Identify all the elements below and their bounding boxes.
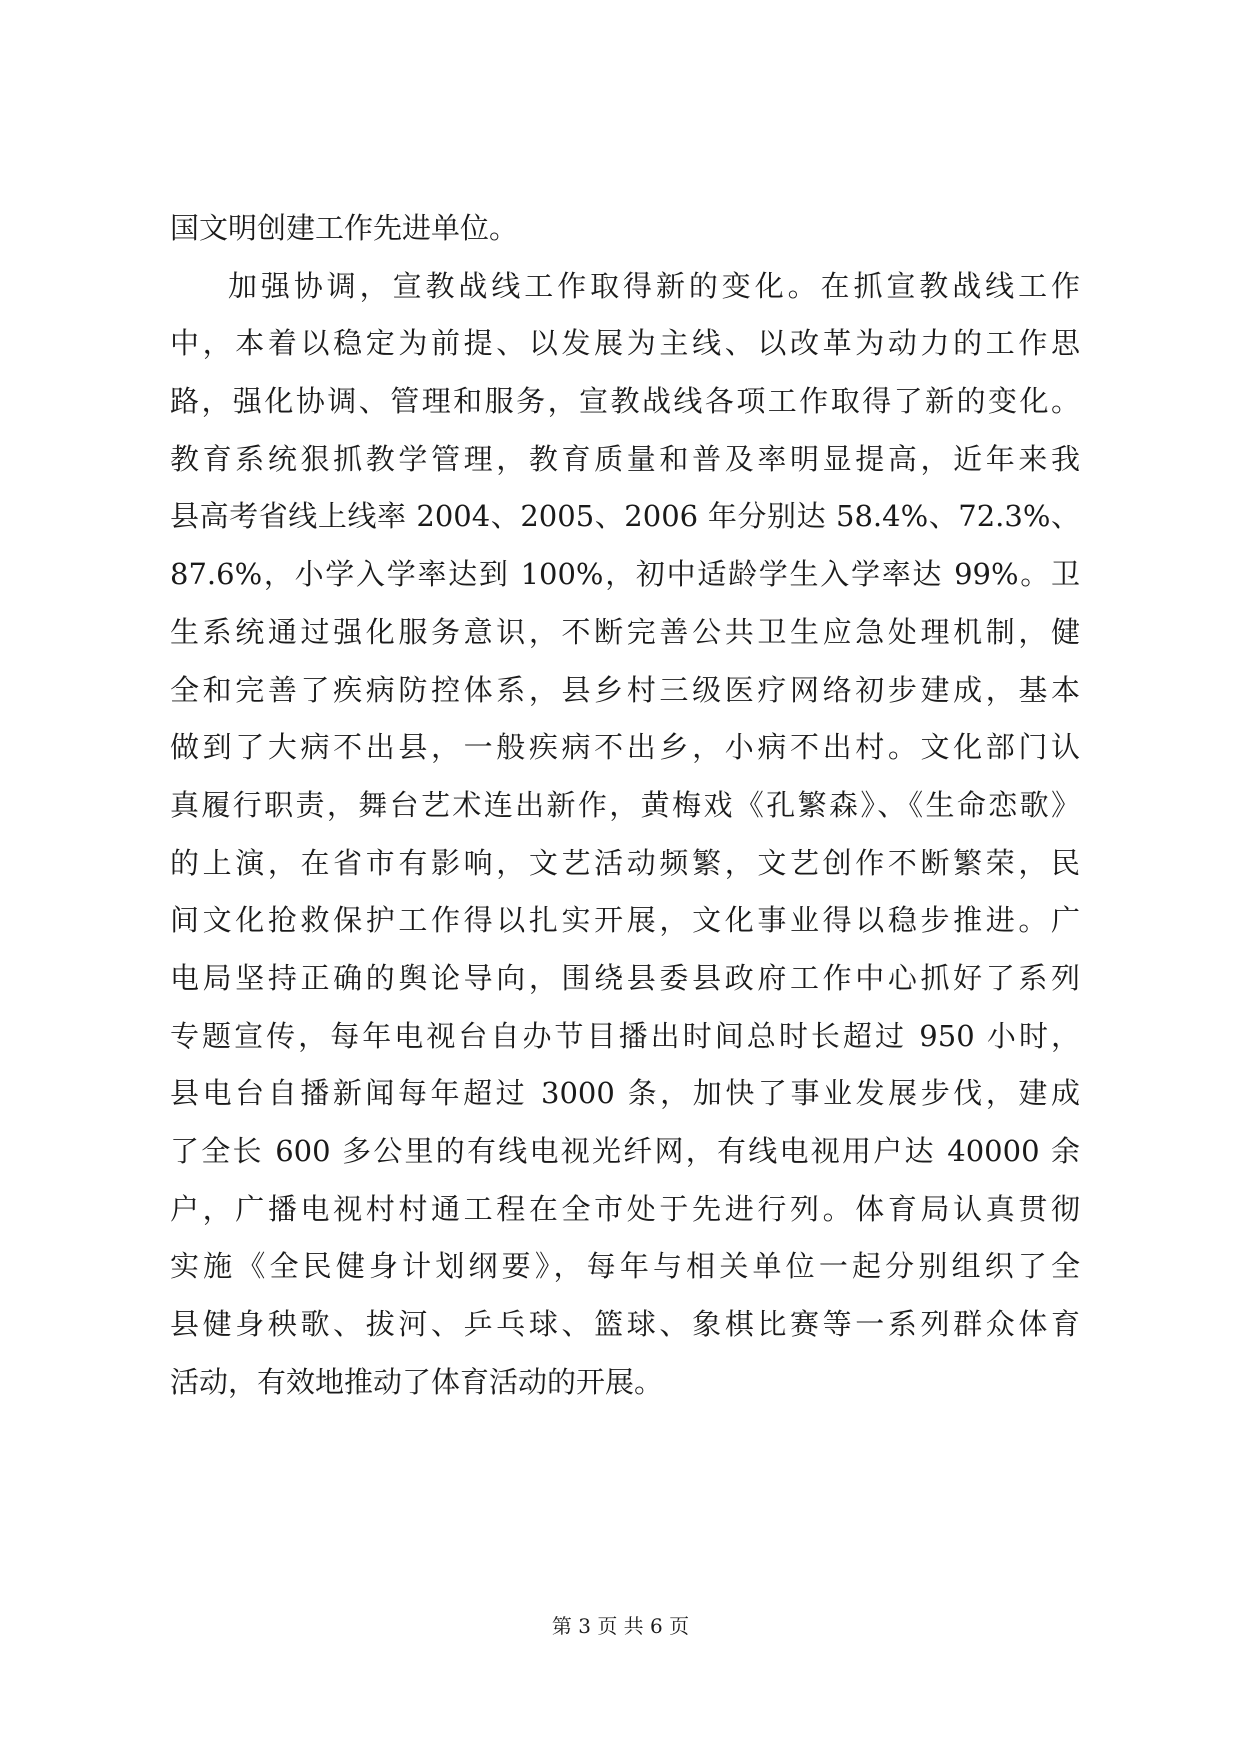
- text-line: 了全长 600 多公里的有线电视光纤网，有线电视用户达 40000 余: [170, 1134, 1080, 1168]
- text-line: 县高考省线上线率 2004、2005、2006 年分别达 58.4%、72.3%、: [170, 499, 1080, 534]
- text-line: 87.6%，小学入学率达到 100%，初中适龄学生入学率达 99%。卫: [170, 557, 1080, 592]
- text-line: 县电台自播新闻每年超过 3000 条，加快了事业发展步伐，建成: [170, 1076, 1080, 1111]
- body-text: [170, 200, 1080, 1411]
- text-line: 县健身秧歌、拔河、乒乓球、篮球、象棋比赛等一系列群众体育: [170, 1307, 1080, 1342]
- text-line: 的上演，在省市有影响，文艺活动频繁，文艺创作不断繁荣，民: [170, 845, 1080, 880]
- text-line: 教育系统狠抓教学管理，教育质量和普及率明显提高，近年来我: [170, 441, 1080, 476]
- text-line: 实施《全民健身计划纲要》，每年与相关单位一起分别组织了全: [170, 1249, 1080, 1284]
- text-line: 专题宣传，每年电视台自办节目播出时间总时长超过 950 小时，: [170, 1018, 1080, 1053]
- text-line: 活动，有效地推动了体育活动的开展。: [170, 1364, 664, 1399]
- text-line: 户，广播电视村村通工程在全市处于先进行列。体育局认真贯彻: [170, 1191, 1080, 1226]
- page-footer: [0, 1610, 1241, 1639]
- text-line: 国文明创建工作先进单位。: [170, 211, 519, 245]
- text-line: 电局坚持正确的舆论导向，围绕县委县政府工作中心抓好了系列: [170, 960, 1080, 995]
- text-line: 真履行职责，舞台艺术连出新作，黄梅戏《孔繁森》、《生命恋歌》: [170, 787, 1080, 822]
- text-line: 全和完善了疾病防控体系，县乡村三级医疗网络初步建成，基本: [170, 672, 1080, 707]
- page-number-label: 第 3 页 共 6 页: [551, 1614, 690, 1638]
- text-line: 做到了大病不出县，一般疾病不出乡，小病不出村。文化部门认: [170, 730, 1080, 765]
- text-line: 加强协调，宣教战线工作取得新的变化。在抓宣教战线工作: [228, 268, 1080, 303]
- text-line: 生系统通过强化服务意识，不断完善公共卫生应急处理机制，健: [170, 614, 1080, 649]
- text-line: 路，强化协调、管理和服务，宣教战线各项工作取得了新的变化。: [170, 384, 1080, 419]
- text-line: 间文化抢救保护工作得以扎实开展，文化事业得以稳步推进。广: [170, 903, 1080, 938]
- text-line: 中，本着以稳定为前提、以发展为主线、以改革为动力的工作思: [170, 326, 1080, 361]
